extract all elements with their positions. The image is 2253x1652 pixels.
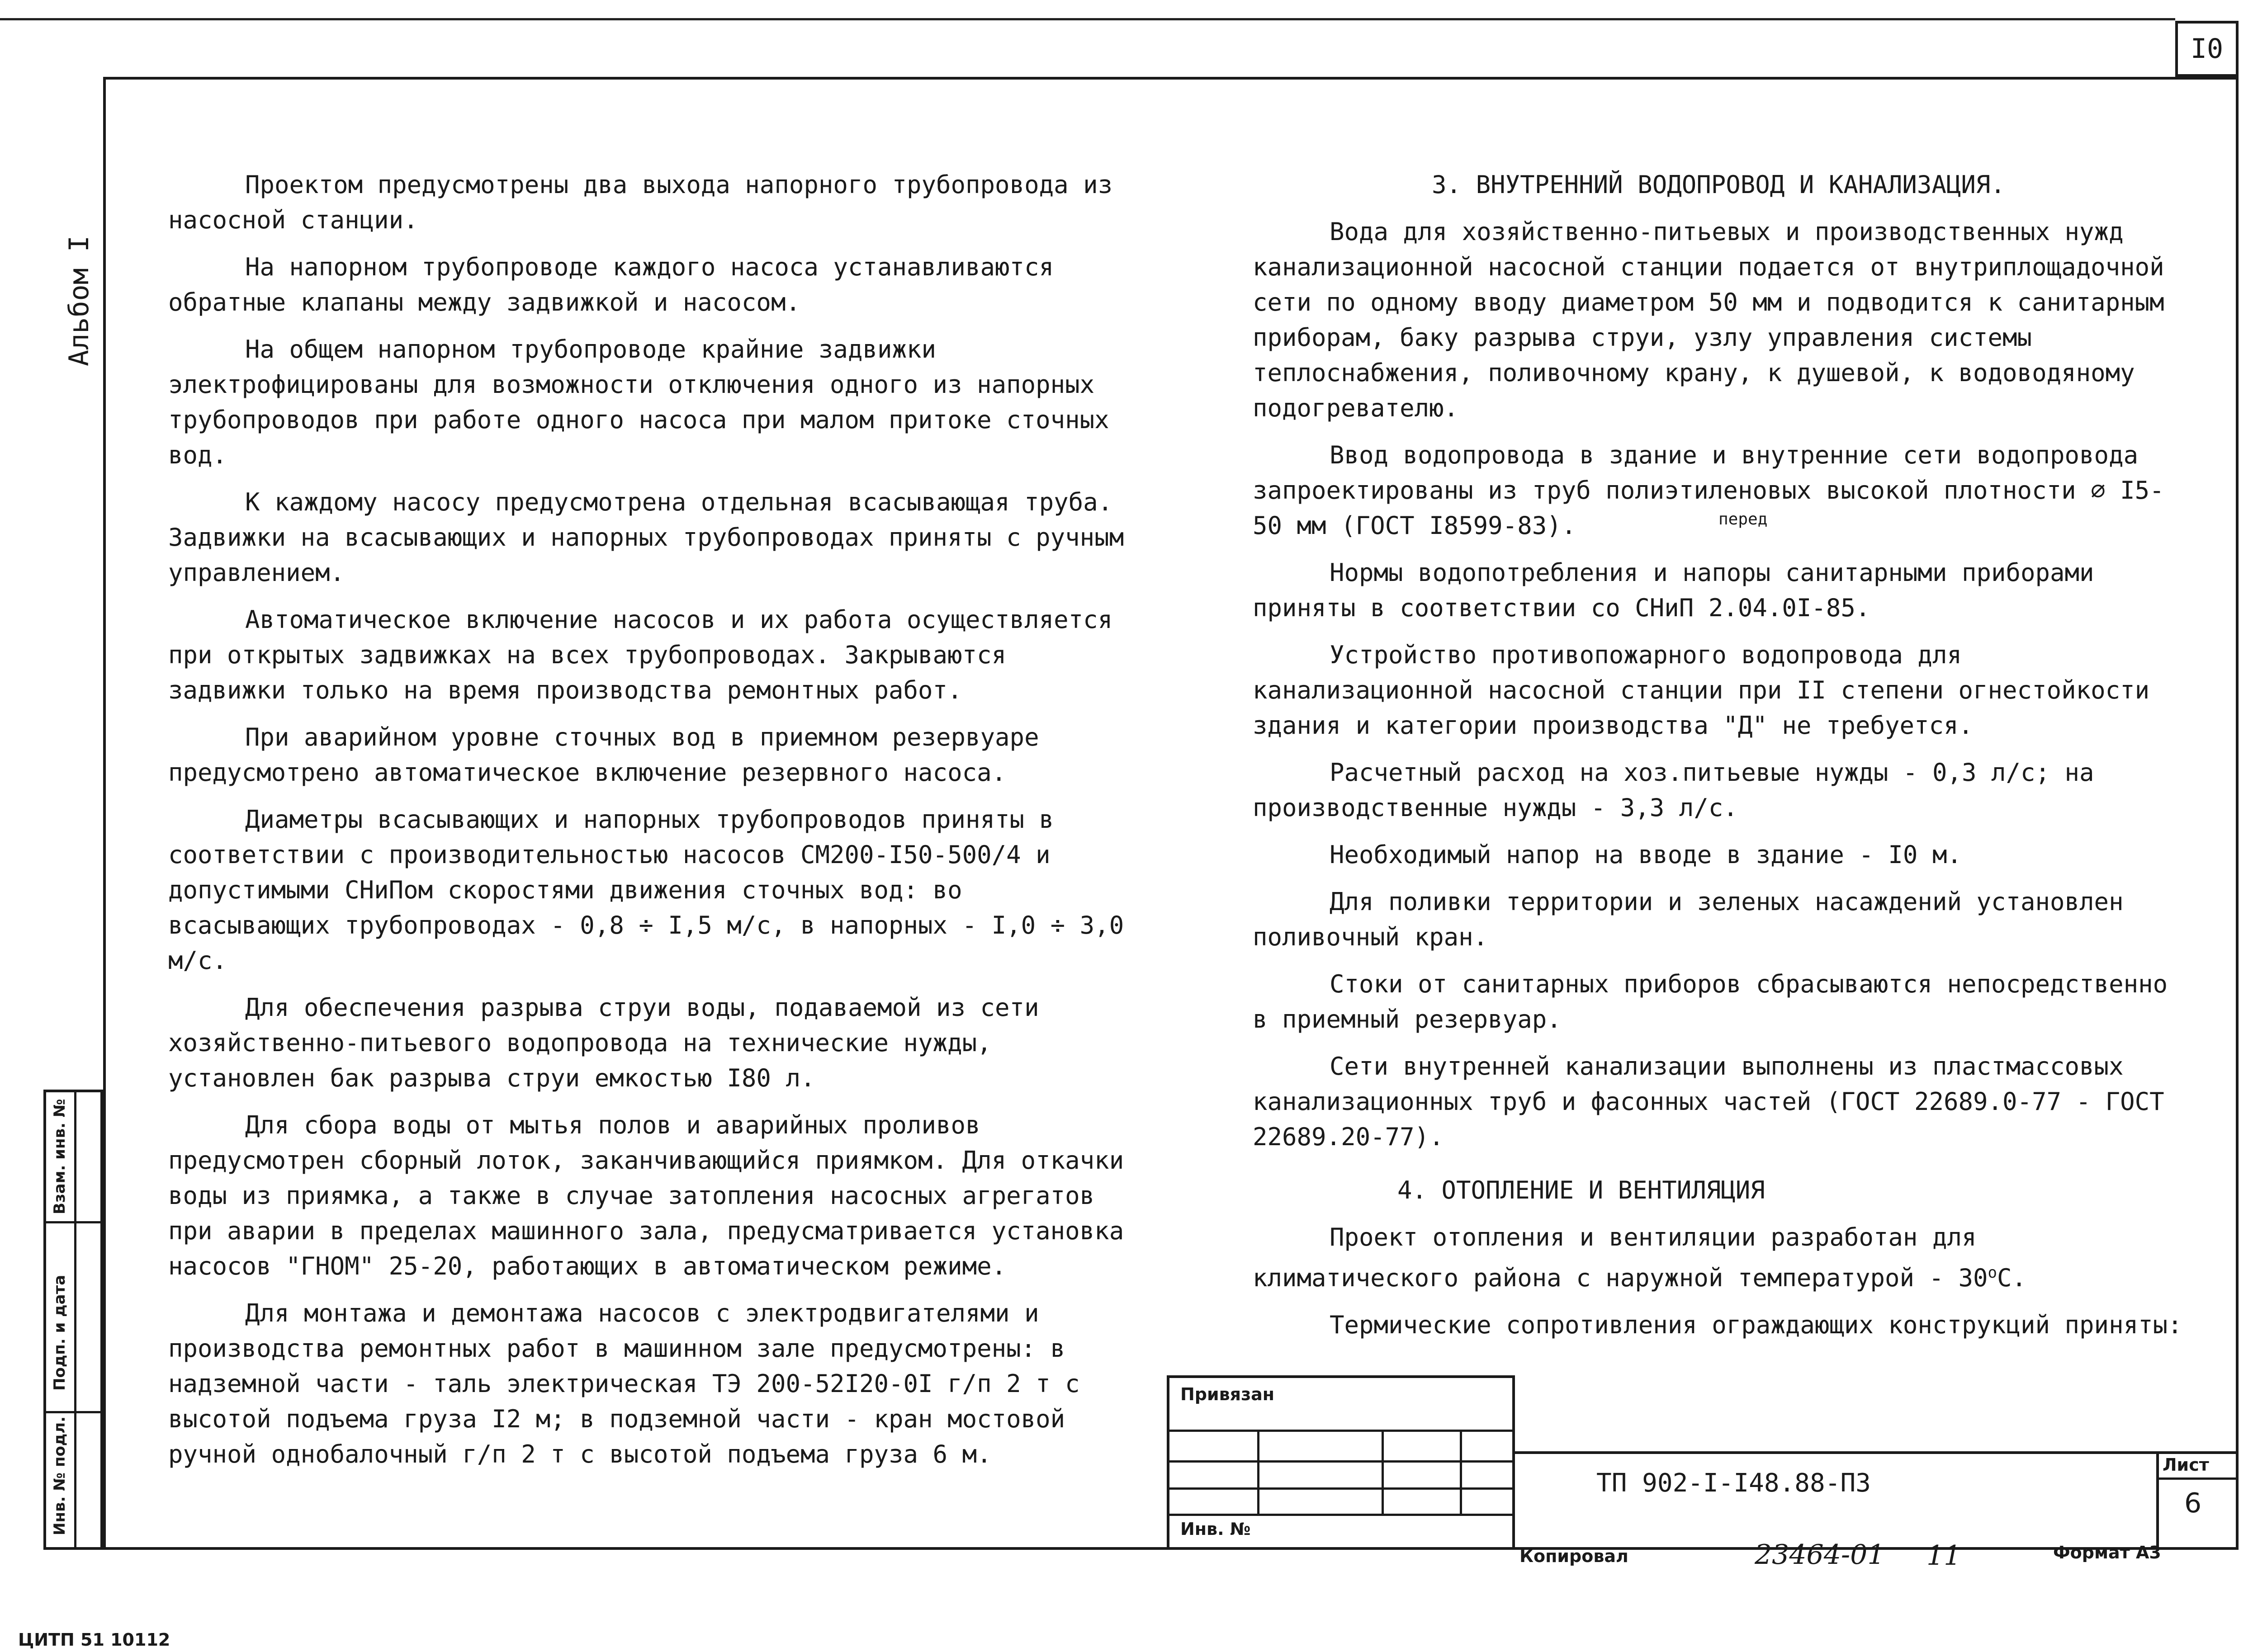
stamp-cell-sign-date: [46, 1223, 106, 1413]
left-para-7: Диаметры всасывающих и напорных трубопроводов приняты в соответствии с производительностью насосов СМ200-I50-500/4 и допустимыми СНиПом скоростями движения сточных вод: во всасывающих трубопроводах - 0,8 ÷ I,5 м/с, в напорных - I,0 ÷ 3,0 м/с.: [168, 805, 1124, 975]
right-para-2: Ввод водопровода в здание и внутренние сети водопровода запроектированы из труб полиэтиленовых высокой плотности ∅ I5-50 мм (ГОСТ I8599-83).: [1253, 441, 2164, 540]
tb-line: [1167, 1514, 1515, 1516]
left-para-3: На общем напорном трубопроводе крайние задвижки электрофицированы для возможности отключения одного из напорных трубопроводов при работе одного насоса при малом притоке сточных вод.: [168, 335, 1109, 469]
handwritten-insert-note: перед: [1718, 510, 1768, 529]
stamp-inv-replace: Взам. инв. №: [51, 1099, 69, 1214]
stamp-sign-date: Подп. и дата: [51, 1274, 69, 1391]
tb-copy-no: 23464-01: [1755, 1539, 1885, 1571]
right-para-7: Для поливки территории и зеленых насаждений установлен поливочный кран.: [1253, 887, 2124, 951]
tb-line: [1167, 1375, 1169, 1550]
album-label-area: [54, 235, 109, 371]
tb-copy-sheet: 11: [1926, 1540, 1961, 1572]
tb-doc-code: ТП 902-I-I48.88-ПЗ: [1596, 1468, 1871, 1498]
tb-line: [1257, 1430, 1259, 1514]
tb-format: Формат А3: [2053, 1543, 2161, 1562]
left-para-8: Для обеспечения разрыва струи воды, подаваемой из сети хозяйственно-питьевого водопровода на технические нужды, установлен бак разрыва струи емкостью I80 л.: [168, 993, 1039, 1092]
left-para-6: При аварийном уровне сточных вод в приемном резервуаре предусмотрено автоматическое включение резервного насоса.: [168, 723, 1039, 787]
right-para-3: Нормы водопотребления и напоры санитарными приборами приняты в соответствии со СНиП 2.04.0I-85.: [1253, 558, 2094, 622]
tb-line: [1382, 1430, 1384, 1514]
album-label: Альбом I: [63, 236, 95, 366]
page-number-box: [2175, 21, 2239, 77]
tb-line: [1460, 1430, 1462, 1514]
right-para-4: Устройство противопожарного водопровода для канализационной насосной станции при II степени огнестойкости здания и категории производства "Д" не требуется.: [1253, 641, 2150, 740]
left-para-9: Для сбора воды от мытья полов и аварийных проливов предусмотрен сборный лоток, заканчивающийся приямком. Для откачки воды из приямка, а также в случае затопления насосных агрегатов при аварии в пределах машинного зала, предусматривается установка насосов "ГНОМ" 25-20, работающих в автоматическом режиме.: [168, 1111, 1124, 1280]
tb-line: [1512, 1375, 1515, 1550]
tb-line: [1167, 1375, 1515, 1378]
right-para-9: Сети внутренней канализации выполнены из пластмассовых канализационных труб и фасонных частей (ГОСТ 22689.0-77 - ГОСТ 22689.20-77).: [1253, 1052, 2164, 1151]
left-para-2: На напорном трубопроводе каждого насоса устанавливаются обратные клапаны между задвижкой и насосом.: [168, 253, 1054, 316]
tb-sheet-label: Лист: [2163, 1455, 2209, 1475]
right-para-1: Вода для хозяйственно-питьевых и производственных нужд канализационной насосной станции подается от внутриплощадочной сети по одному вводу диаметром 50 мм и подводится к санитарным приборам, баку разрыва струи, узлу управления системы теплоснабжения, поливочному крану, к душевой, к водоводяному подогревателю.: [1253, 217, 2164, 422]
stamp-cell-inv-replace: [46, 1092, 106, 1223]
stamp-inv-orig: Инв. № подл.: [51, 1416, 69, 1535]
tb-copied: Копировал: [1519, 1546, 1628, 1566]
tb-line: [1512, 1451, 2239, 1454]
stamp-cell-inv-orig: [46, 1413, 106, 1547]
left-para-5: Автоматическое включение насосов и их работа осуществляется при открытых задвижках на всех трубопроводах. Закрываются задвижки только на время производства ремонтных работ.: [168, 605, 1113, 704]
left-stamp-strip: [43, 1090, 103, 1550]
tb-line: [2156, 1451, 2159, 1550]
top-border-line: [0, 18, 2175, 20]
degree-sup: о: [1988, 1264, 1997, 1282]
tb-sheet-no: 6: [2184, 1487, 2202, 1519]
tb-attached: Привязан: [1180, 1384, 1275, 1404]
section-4-heading: 4. ОТОПЛЕНИЕ И ВЕНТИЛЯЦИЯ: [1397, 1176, 1765, 1204]
page-number: I0: [2190, 33, 2224, 65]
tb-inv-no: Инв. №: [1180, 1519, 1251, 1539]
right-para-11: Термические сопротивления ограждающих конструкций приняты:: [1330, 1311, 2182, 1339]
tb-line: [1167, 1460, 1515, 1463]
heating-text: Проект отопления и вентиляции разработан для климатического района с наружной температурой - 30: [1253, 1223, 1988, 1292]
footer-code: ЦИТП 51 10112: [18, 1630, 170, 1650]
right-para-6: Необходимый напор на вводе в здание - I0 м.: [1330, 840, 1962, 869]
tb-line: [2156, 1477, 2239, 1480]
right-para-5: Расчетный расход на хоз.питьевые нужды - 0,3 л/с; на производственные нужды - 3,3 л/с.: [1253, 758, 2094, 822]
right-para-8: Стоки от санитарных приборов сбрасываются непосредственно в приемный резервуар.: [1253, 970, 2168, 1034]
left-para-10: Для монтажа и демонтажа насосов с электродвигателями и производства ремонтных работ в машинном зале предусмотрены: в надземной части - таль электрическая ТЭ 200-52I20-0I г/п 2 т с высотой подъема груза I2 м; в подземной части - кран мостовой ручной однобалочный г/п 2 т с высотой подъема груза 6 м.: [168, 1299, 1080, 1468]
left-para-4: К каждому насосу предусмотрена отдельная всасывающая труба. Задвижки на всасывающих и напорных трубопроводах приняты с ручным управлением.: [168, 488, 1124, 587]
tb-line: [1167, 1487, 1515, 1490]
tb-line: [1167, 1430, 1515, 1432]
right-para-10: [1253, 1220, 2184, 1296]
section-3-heading: 3. ВНУТРЕННИЙ ВОДОПРОВОД И КАНАЛИЗАЦИЯ.: [1432, 170, 2005, 199]
left-para-1: Проектом предусмотрены два выхода напорного трубопровода из насосной станции.: [168, 170, 1113, 234]
right-column: [1253, 167, 2184, 1355]
left-column: [168, 167, 1131, 1484]
heating-text-end: С.: [1997, 1264, 2027, 1292]
